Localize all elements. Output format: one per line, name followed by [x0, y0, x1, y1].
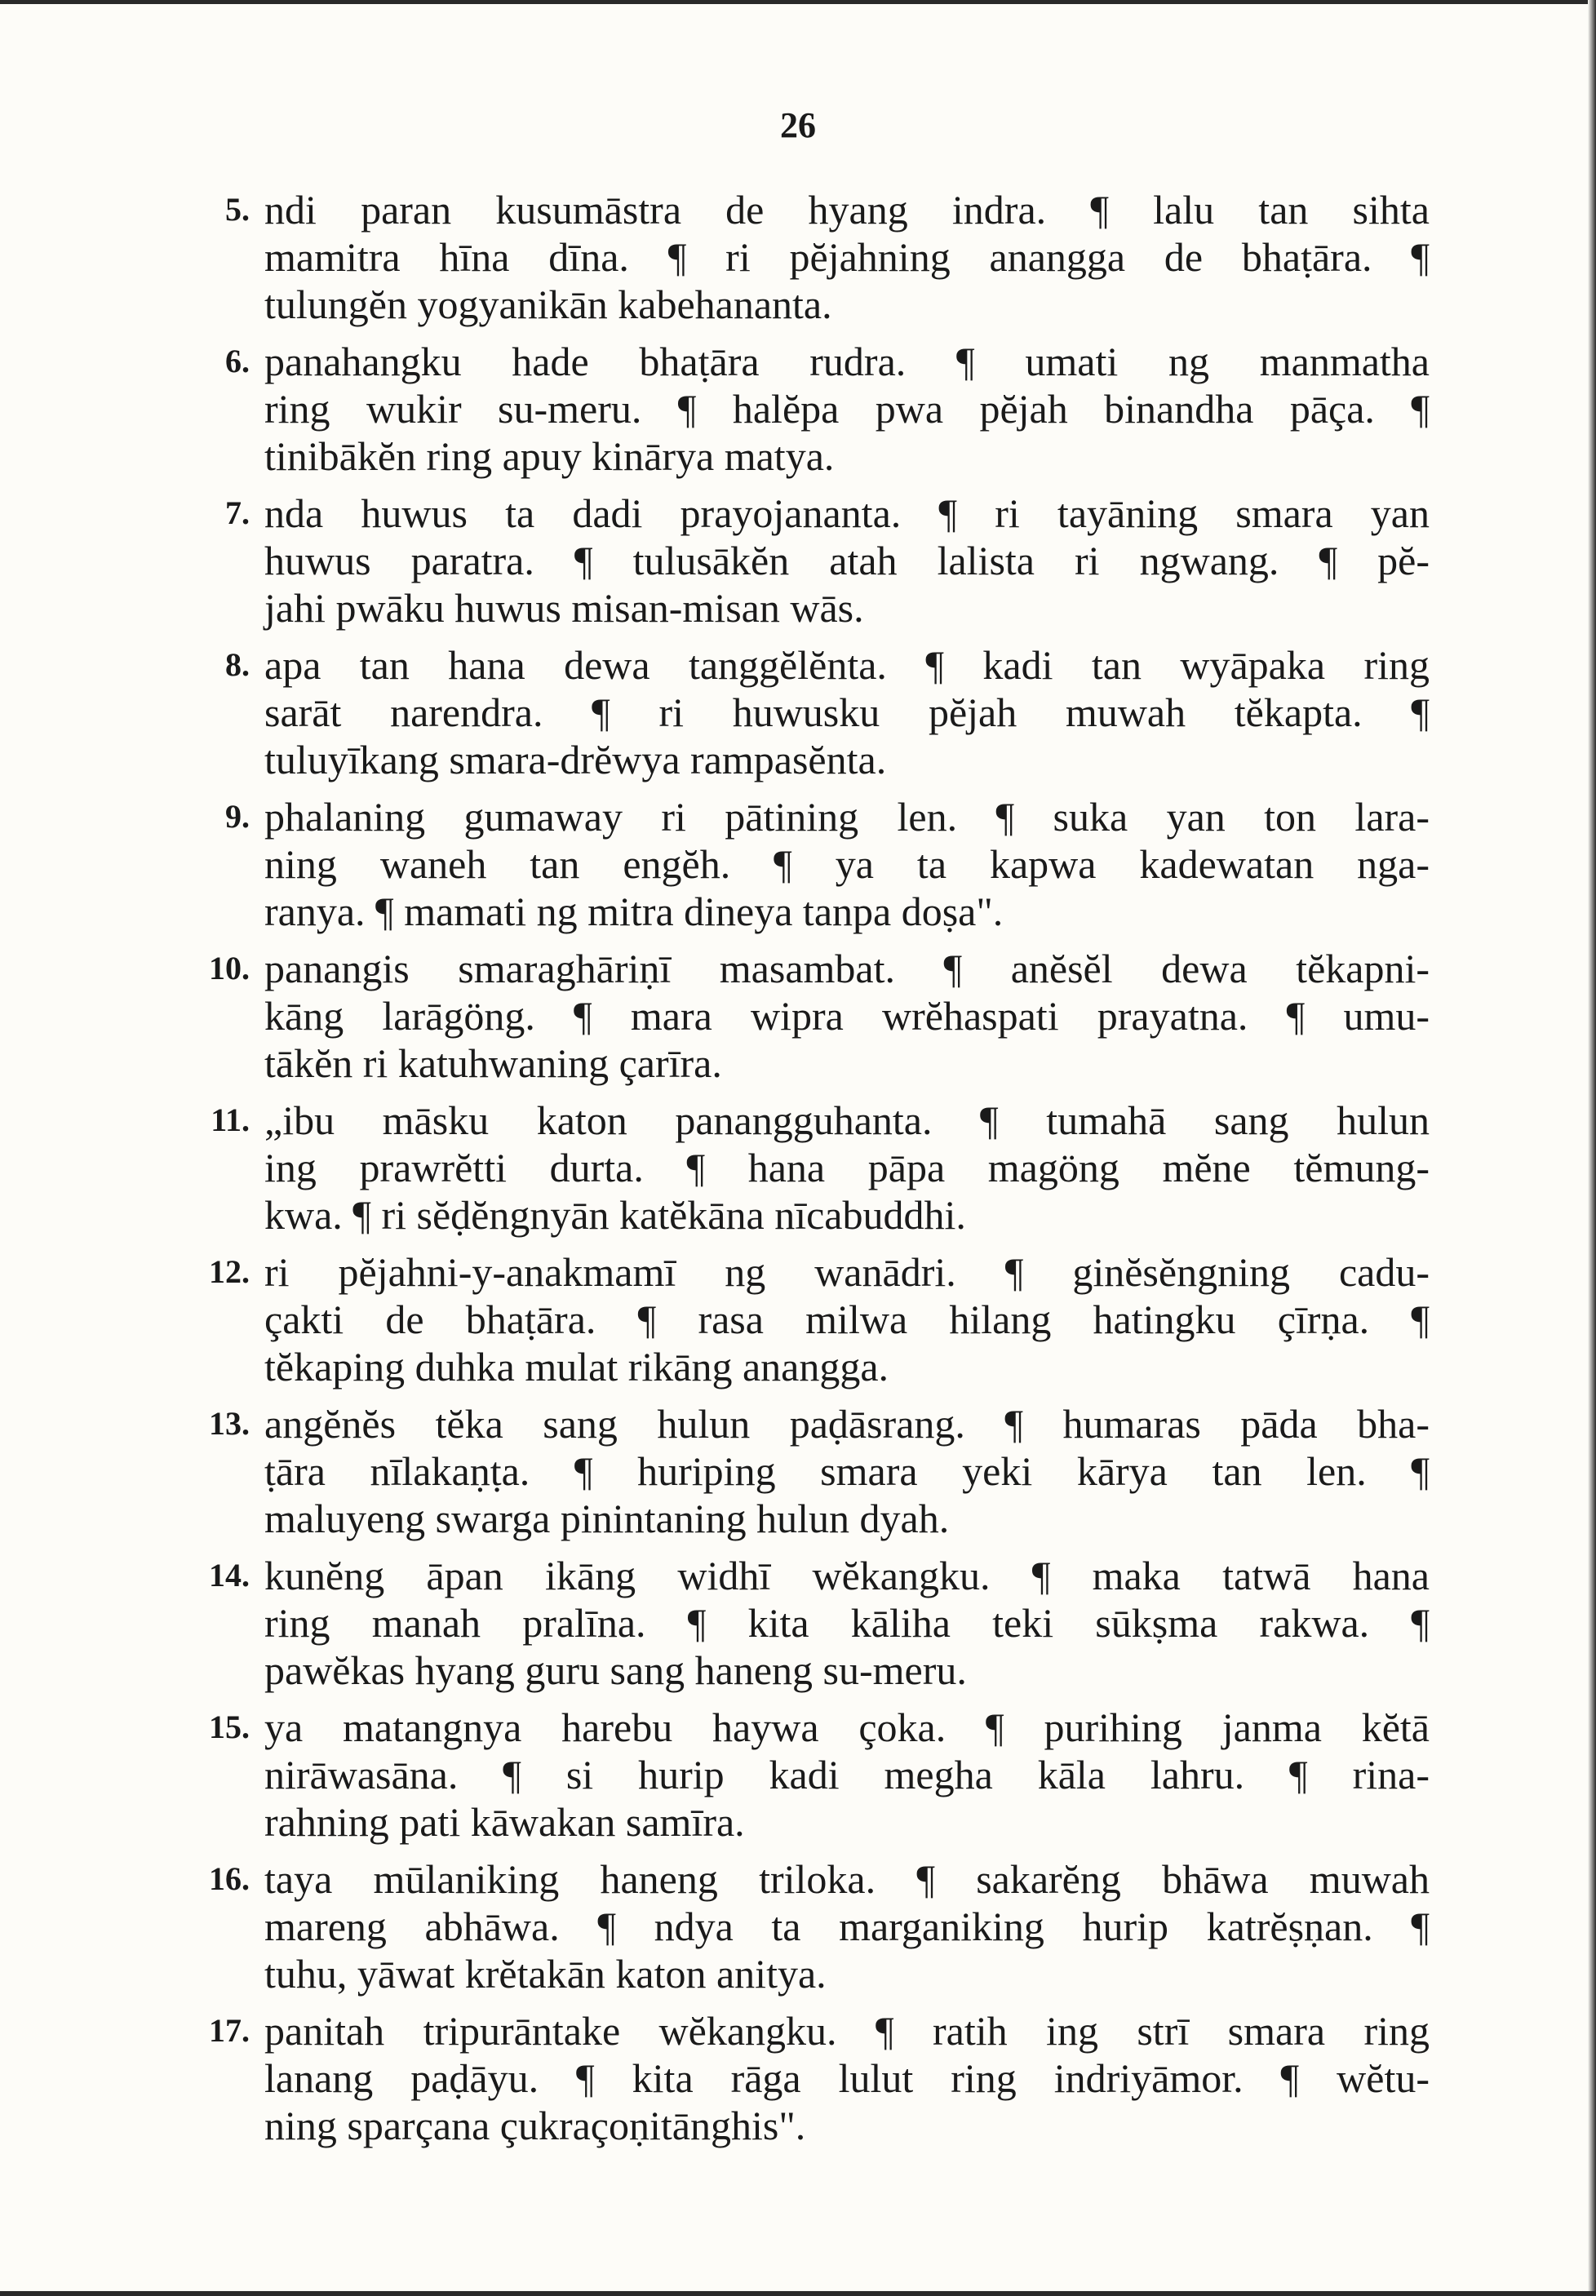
page-edge-bottom: [0, 2291, 1596, 2296]
verse-line: tulungĕn yogyanikān kabehananta.: [264, 281, 832, 327]
verse-line: nirāwasāna. ¶ si hurip kadi megha kāla lahru. ¶ rina-: [264, 1752, 1430, 1797]
page-edge-right: [1588, 0, 1596, 2296]
verse-line: jahi pwāku huwus misan-misan wās.: [264, 585, 864, 631]
verse-line: panangis smaraghāriṇī masambat. ¶ anĕsĕl dewa tĕkapni-: [264, 946, 1430, 991]
verse-line: rahning pati kāwakan samīra.: [264, 1799, 745, 1845]
verse-line: ring manah pralīna. ¶ kita kāliha teki sūkṣma rakwa. ¶: [264, 1600, 1430, 1646]
verse-12: [181, 1855, 1430, 1997]
verse-list: [181, 186, 1430, 2159]
verse-line: ri pĕjahni-y-anakmamī ng wanādri. ¶ ginĕsĕngning cadu-: [264, 1249, 1430, 1295]
verse-2: [181, 338, 1430, 480]
verse-line: sarāt narendra. ¶ ri huwusku pĕjah muwah tĕkapta. ¶: [264, 689, 1430, 735]
verse-10: [181, 1552, 1430, 1694]
verse-text: [264, 945, 1430, 1087]
verse-5: [181, 793, 1430, 935]
verse-line: tākĕn ri katuhwaning çarīra.: [264, 1040, 722, 1086]
verse-line: mamitra hīna dīna. ¶ ri pĕjahning anangga de bhaṭāra. ¶: [264, 234, 1430, 280]
verse-line: „ibu māsku katon panangguhanta. ¶ tumahā sang hulun: [264, 1097, 1430, 1143]
verse-line: ṭāra nīlakaṇṭa. ¶ huriping smara yeki kārya tan len. ¶: [264, 1448, 1430, 1494]
verse-text: [264, 793, 1430, 935]
verse-11: [181, 1704, 1430, 1846]
verse-6: [181, 945, 1430, 1087]
verse-line: tinibākĕn ring apuy kinārya matya.: [264, 433, 835, 479]
verse-9: [181, 1400, 1430, 1542]
verse-line: tĕkaping duhka mulat rikāng anangga.: [264, 1344, 889, 1390]
verse-line: tuluyīkang smara-drĕwya rampasĕnta.: [264, 737, 887, 782]
verse-number: 16.: [209, 1860, 250, 1897]
verse-3: [181, 490, 1430, 632]
verse-number: 12.: [209, 1253, 250, 1290]
verse-number: 11.: [211, 1101, 250, 1138]
verse-text: [264, 1552, 1430, 1694]
verse-line: taya mūlaniking haneng triloka. ¶ sakarĕng bhāwa muwah: [264, 1856, 1430, 1902]
verse-line: huwus paratra. ¶ tulusākĕn atah lalista ri ngwang. ¶ pĕ-: [264, 538, 1430, 583]
verse-number: 17.: [209, 2012, 250, 2049]
verse-line: pawĕkas hyang guru sang haneng su-meru.: [264, 1647, 967, 1693]
verse-number: 5.: [225, 191, 250, 228]
verse-line: ning sparçana çukraçoṇitānghis".: [264, 2103, 806, 2148]
verse-number: 8.: [225, 646, 250, 683]
verse-13: [181, 2007, 1430, 2149]
verse-line: mareng abhāwa. ¶ ndya ta marganiking hurip katrĕṣṇan. ¶: [264, 1904, 1430, 1949]
verse-line: lanang paḍāyu. ¶ kita rāga lulut ring indriyāmor. ¶ wĕtu-: [264, 2055, 1430, 2101]
verse-text: [264, 1248, 1430, 1390]
verse-line: panahangku hade bhaṭāra rudra. ¶ umati ng manmatha: [264, 339, 1430, 384]
page-number: 26: [780, 105, 816, 145]
verse-text: [264, 186, 1430, 328]
verse-line: çakti de bhaṭāra. ¶ rasa milwa hilang hatingku çīrṇa. ¶: [264, 1296, 1430, 1342]
verse-8: [181, 1248, 1430, 1390]
verse-number: 15.: [209, 1709, 250, 1745]
verse-line: ring wukir su-meru. ¶ halĕpa pwa pĕjah binandha pāça. ¶: [264, 386, 1430, 432]
verse-text: [264, 338, 1430, 480]
verse-number: 10.: [209, 950, 250, 986]
verse-line: kunĕng āpan ikāng widhī wĕkangku. ¶ maka tatwā hana: [264, 1553, 1430, 1598]
verse-7: [181, 1097, 1430, 1239]
verse-line: angĕnĕs tĕka sang hulun paḍāsrang. ¶ humaras pāda bha-: [264, 1401, 1430, 1447]
verse-line: ya matangnya harebu haywa çoka. ¶ purihing janma kĕtā: [264, 1704, 1430, 1750]
verse-number: 6.: [225, 343, 250, 379]
verse-text: [264, 1097, 1430, 1239]
verse-line: tuhu, yāwat krĕtakān katon anitya.: [264, 1951, 827, 1997]
verse-number: 14.: [209, 1557, 250, 1593]
verse-line: ning waneh tan engĕh. ¶ ya ta kapwa kadewatan nga-: [264, 841, 1430, 887]
verse-text: [264, 1855, 1430, 1997]
verse-line: ing prawrĕtti durta. ¶ hana pāpa magöng mĕne tĕmung-: [264, 1145, 1430, 1190]
verse-line: panitah tripurāntake wĕkangku. ¶ ratih ing strī smara ring: [264, 2008, 1430, 2054]
verse-number: 13.: [209, 1405, 250, 1442]
verse-line: phalaning gumaway ri pātining len. ¶ suka yan ton lara-: [264, 794, 1430, 840]
verse-line: kāng larāgöng. ¶ mara wipra wrĕhaspati prayatna. ¶ umu-: [264, 993, 1430, 1039]
page-edge-top: [0, 0, 1596, 4]
verse-line: maluyeng swarga pinintaning hulun dyah.: [264, 1496, 950, 1541]
verse-line: ranya. ¶ mamati ng mitra dineya tanpa doṣa".: [264, 889, 1004, 934]
verse-1: [181, 186, 1430, 328]
verse-number: 9.: [225, 798, 250, 835]
verse-line: apa tan hana dewa tanggĕlĕnta. ¶ kadi tan wyāpaka ring: [264, 642, 1430, 688]
verse-text: [264, 1704, 1430, 1846]
verse-text: [264, 641, 1430, 783]
verse-number: 7.: [225, 494, 250, 531]
verse-line: nda huwus ta dadi prayojananta. ¶ ri tayāning smara yan: [264, 490, 1430, 536]
verse-line: ndi paran kusumāstra de hyang indra. ¶ lalu tan sihta: [264, 187, 1430, 233]
verse-text: [264, 490, 1430, 632]
verse-text: [264, 2007, 1430, 2149]
verse-text: [264, 1400, 1430, 1542]
verse-4: [181, 641, 1430, 783]
verse-line: kwa. ¶ ri sĕḍĕngnyān katĕkāna nīcabuddhi.: [264, 1192, 966, 1238]
